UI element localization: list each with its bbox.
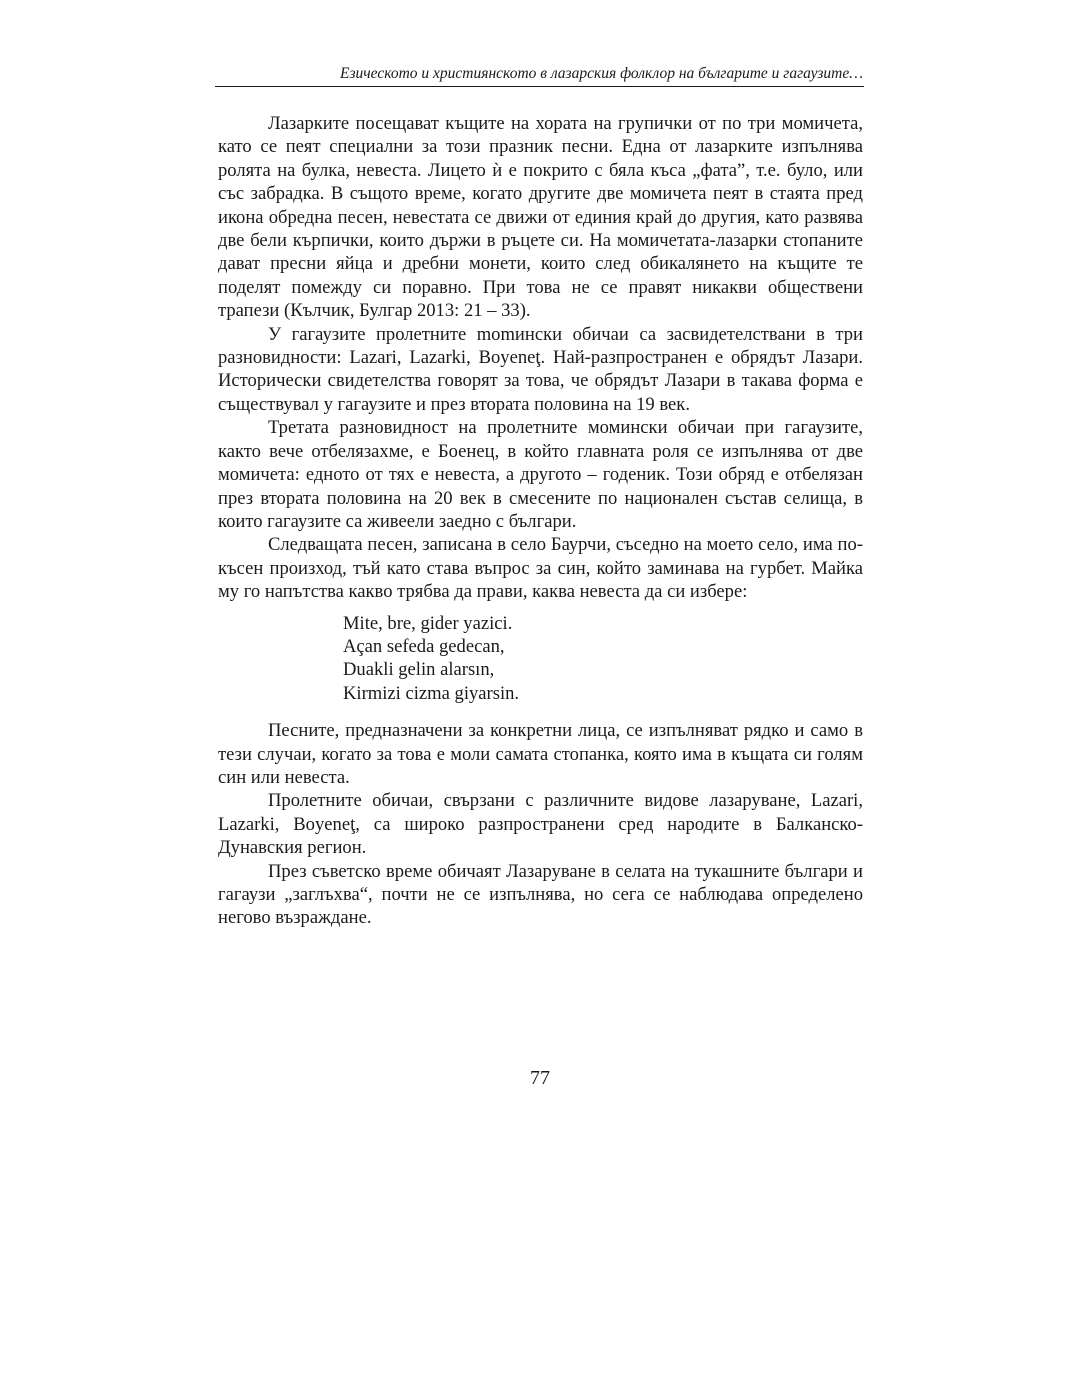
running-header: Езическото и християнското в лазарския фолклор на българите и гагаузите… <box>339 65 863 82</box>
verse-line: Açan sefeda gedecan, <box>343 635 505 657</box>
paragraph-boyenets: Третата разновидност на пролетните момински обичаи при гагаузите, както вече отбелязахме, е Боенец, в който главната роля се изпълнява от две момичета: едното от тях е невеста, а другото – годеник. Този обряд е отбелязан през втората половина на 20 век в смесените по национален състав селища, в които гагаузите са живеели заедно с българи. <box>218 417 863 532</box>
paragraph-specific-songs: Песните, предназначени за конкретни лица, се изпълняват рядко и само в тези случаи, когато за това е моли самата стопанка, която има в къщата си голям син или невеста. <box>218 720 863 788</box>
page-number: 77 <box>530 1067 550 1089</box>
paragraph-soviet-era: През съветско време обичаят Лазаруване в селата на тукашните българи и гагаузи „заглъхва“, почти не се изпълнява, но сега се наблюдава определено негово възраждане. <box>218 860 863 929</box>
verse-line: Mite, bre, gider yazici. <box>343 612 513 634</box>
body-text <box>218 112 863 930</box>
paragraph-baurchi-song: Следващата песен, записана в село Баурчи, съседно на моето село, има по-късен произход, тъй като става въпрос за син, който заминава на гурбет. Майка му го напътства какво трябва да прави, каква невеста да си избере: <box>218 534 863 603</box>
paragraph-spring-customs: Пролетните обичаи, свързани с различните видове лазаруване, Lazari, Lazarki, Boyeneţ, са широко разпространени сред народите в Балканско-Дунавския регион. <box>218 790 863 859</box>
header-rule <box>215 86 864 87</box>
verse-line: Kirmizi cizma giyarsin. <box>343 682 520 704</box>
paragraph-lazarki: Лазарките посещават къщите на хората на групички от по три момичета, като се пеят специални за този празник песни. Една от лазарките изпълнява ролята на булка, невеста. Лицето ѝ е покрито с бяла къса „фата”, т.е. було, или със забрадка. В същото време, когато другите две момичета пеят в стаята пред икона обредна песен, невестата се движи от единия край до другия, като развява две бели кърпички, които държи в ръцете си. На момичетата-лазарки стопаните дават пресни яйца и дребни монети, които след обикалянето на къщите те поделят помежду си поравно. При това не се правят никакви обществени трапези (Кълчик, Булгар 2013: 21 – 33). <box>218 113 863 322</box>
song-verse <box>343 612 863 706</box>
verse-line: Duakli gelin alarsın, <box>343 659 495 681</box>
paragraph-gagauz-customs: У гагаузите пролетните momински обичаи са засвидетелствани в три разновидности: Lazari, Lazarki, Boyeneţ. Най-разпространен е обрядът Лазари. Исторически свидетелства говорят за това, че обрядът Лазари в такава форма е съществувал у гагаузите и през втората половина на 19 век. <box>218 323 863 415</box>
